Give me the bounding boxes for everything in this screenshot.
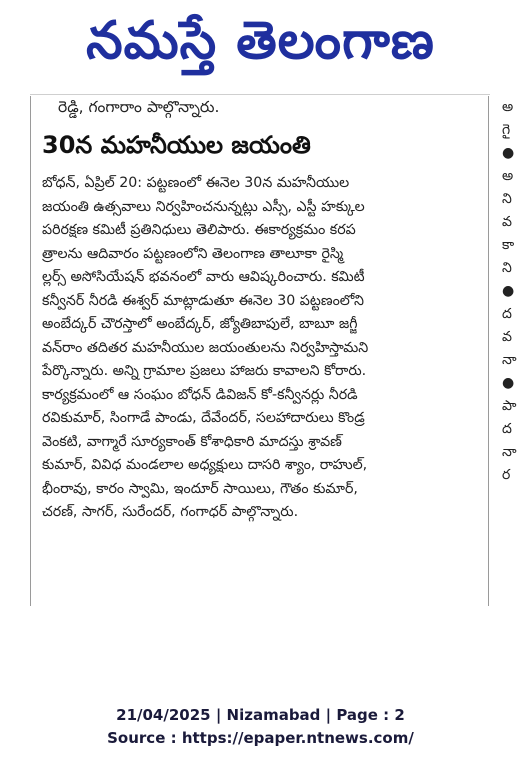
side-fragment: నా — [502, 444, 517, 460]
body-line: కన్వీనర్ నీరడి ఈశ్వర్ మాట్లాడుతూ ఈనెల 30 పట్టణంలోని — [42, 292, 364, 309]
previous-article-tail: రెడ్డి, గంగారాం పాల్గొన్నారు. — [58, 98, 220, 116]
side-fragment: ● — [502, 145, 515, 161]
side-fragment: ద — [502, 421, 512, 437]
body-line: వెంకటి, వాగ్మారే సూర్యకాంత్ కోశాధికారి మాదస్తు శ్రావణ్ — [42, 433, 342, 450]
newspaper-title: నమస్తే తెలంగాణ — [86, 11, 435, 71]
side-fragment: కా — [502, 237, 515, 253]
body-line: పేర్కొన్నారు. అన్ని గ్రామాల ప్రజలు హాజరు కావాలని కోరారు. — [42, 363, 367, 379]
side-fragment: ర — [502, 467, 511, 483]
adjacent-column-fragment — [502, 96, 521, 487]
side-fragment: అ — [502, 168, 514, 184]
side-fragment: వ — [502, 214, 512, 230]
masthead — [0, 0, 521, 82]
article-headline: 30న మహనీయుల జయంతి — [42, 131, 311, 159]
body-line: త్రాలను ఆదివారం పట్టణంలోని తెలంగాణ తాలూకా రైస్మి — [42, 245, 344, 262]
side-fragment: పా — [502, 398, 517, 414]
article-body — [42, 172, 474, 525]
body-line: కుమార్, వివిధ మండలాల అధ్యక్షులు దాసరి శ్యాం, రాహుల్, — [42, 457, 368, 473]
body-line: అంబేద్కర్ చౌరస్తాలో అంబేద్కర్, జ్యోతిబాపులే, బాబూ జగ్జీ — [42, 316, 358, 332]
side-fragment: ని — [502, 191, 512, 207]
body-line: రవికుమార్, సింగాడే పాండు, దేవేందర్, సలహాదారులు కొండ్ర — [42, 410, 365, 426]
body-line: బోధన్, ఏప్రిల్ 20: పట్టణంలో ఈనెల 30న మహనీయుల — [42, 175, 350, 191]
body-line: కార్యక్రమంలో ఆ సంఘం బోధన్ డివిజన్ కో-కన్వీనర్లు నీరడి — [42, 386, 358, 403]
side-fragment: వ — [502, 329, 512, 345]
body-line: జయంతి ఉత్సవాలు నిర్వహించనున్నట్లు ఎస్సీ, ఎస్టీ హక్కుల — [42, 198, 365, 215]
left-column-rule — [30, 96, 31, 606]
side-fragment: అ — [502, 99, 514, 115]
body-line: ల్లర్స్ అసోసియేషన్ భవనంలో వారు ఆవిష్కరించారు. కమిటీ — [42, 269, 365, 285]
body-line: పరిరక్షణ కమిటీ ప్రతినిధులు తెలిపారు. ఈకార్యక్రమం కరప — [42, 222, 356, 238]
footer-source-line[interactable]: Source : https://epaper.ntnews.com/ — [107, 729, 414, 747]
body-line: చరణ్, సాగర్, సురేందర్, గంగాధర్ పాల్గొన్నారు. — [42, 504, 299, 520]
right-column-rule — [488, 96, 489, 606]
body-line: భీంరావు, కారం స్వామి, ఇందూర్ సాయిలు, గౌతం కుమార్, — [42, 480, 358, 497]
news-article — [42, 96, 474, 525]
side-fragment: ని — [502, 260, 512, 276]
top-rule — [30, 94, 490, 95]
side-fragment: ద — [502, 306, 512, 322]
side-fragment: ● — [502, 283, 515, 299]
body-line: వన్‌రాం తదితర మహనీయుల జయంతులను నిర్వహిస్తామని — [42, 339, 369, 356]
side-fragment: గై — [502, 122, 511, 138]
side-fragment: నా — [502, 352, 517, 368]
side-fragment: ● — [502, 375, 515, 391]
footer-date-line: 21/04/2025 | Nizamabad | Page : 2 — [116, 706, 405, 724]
